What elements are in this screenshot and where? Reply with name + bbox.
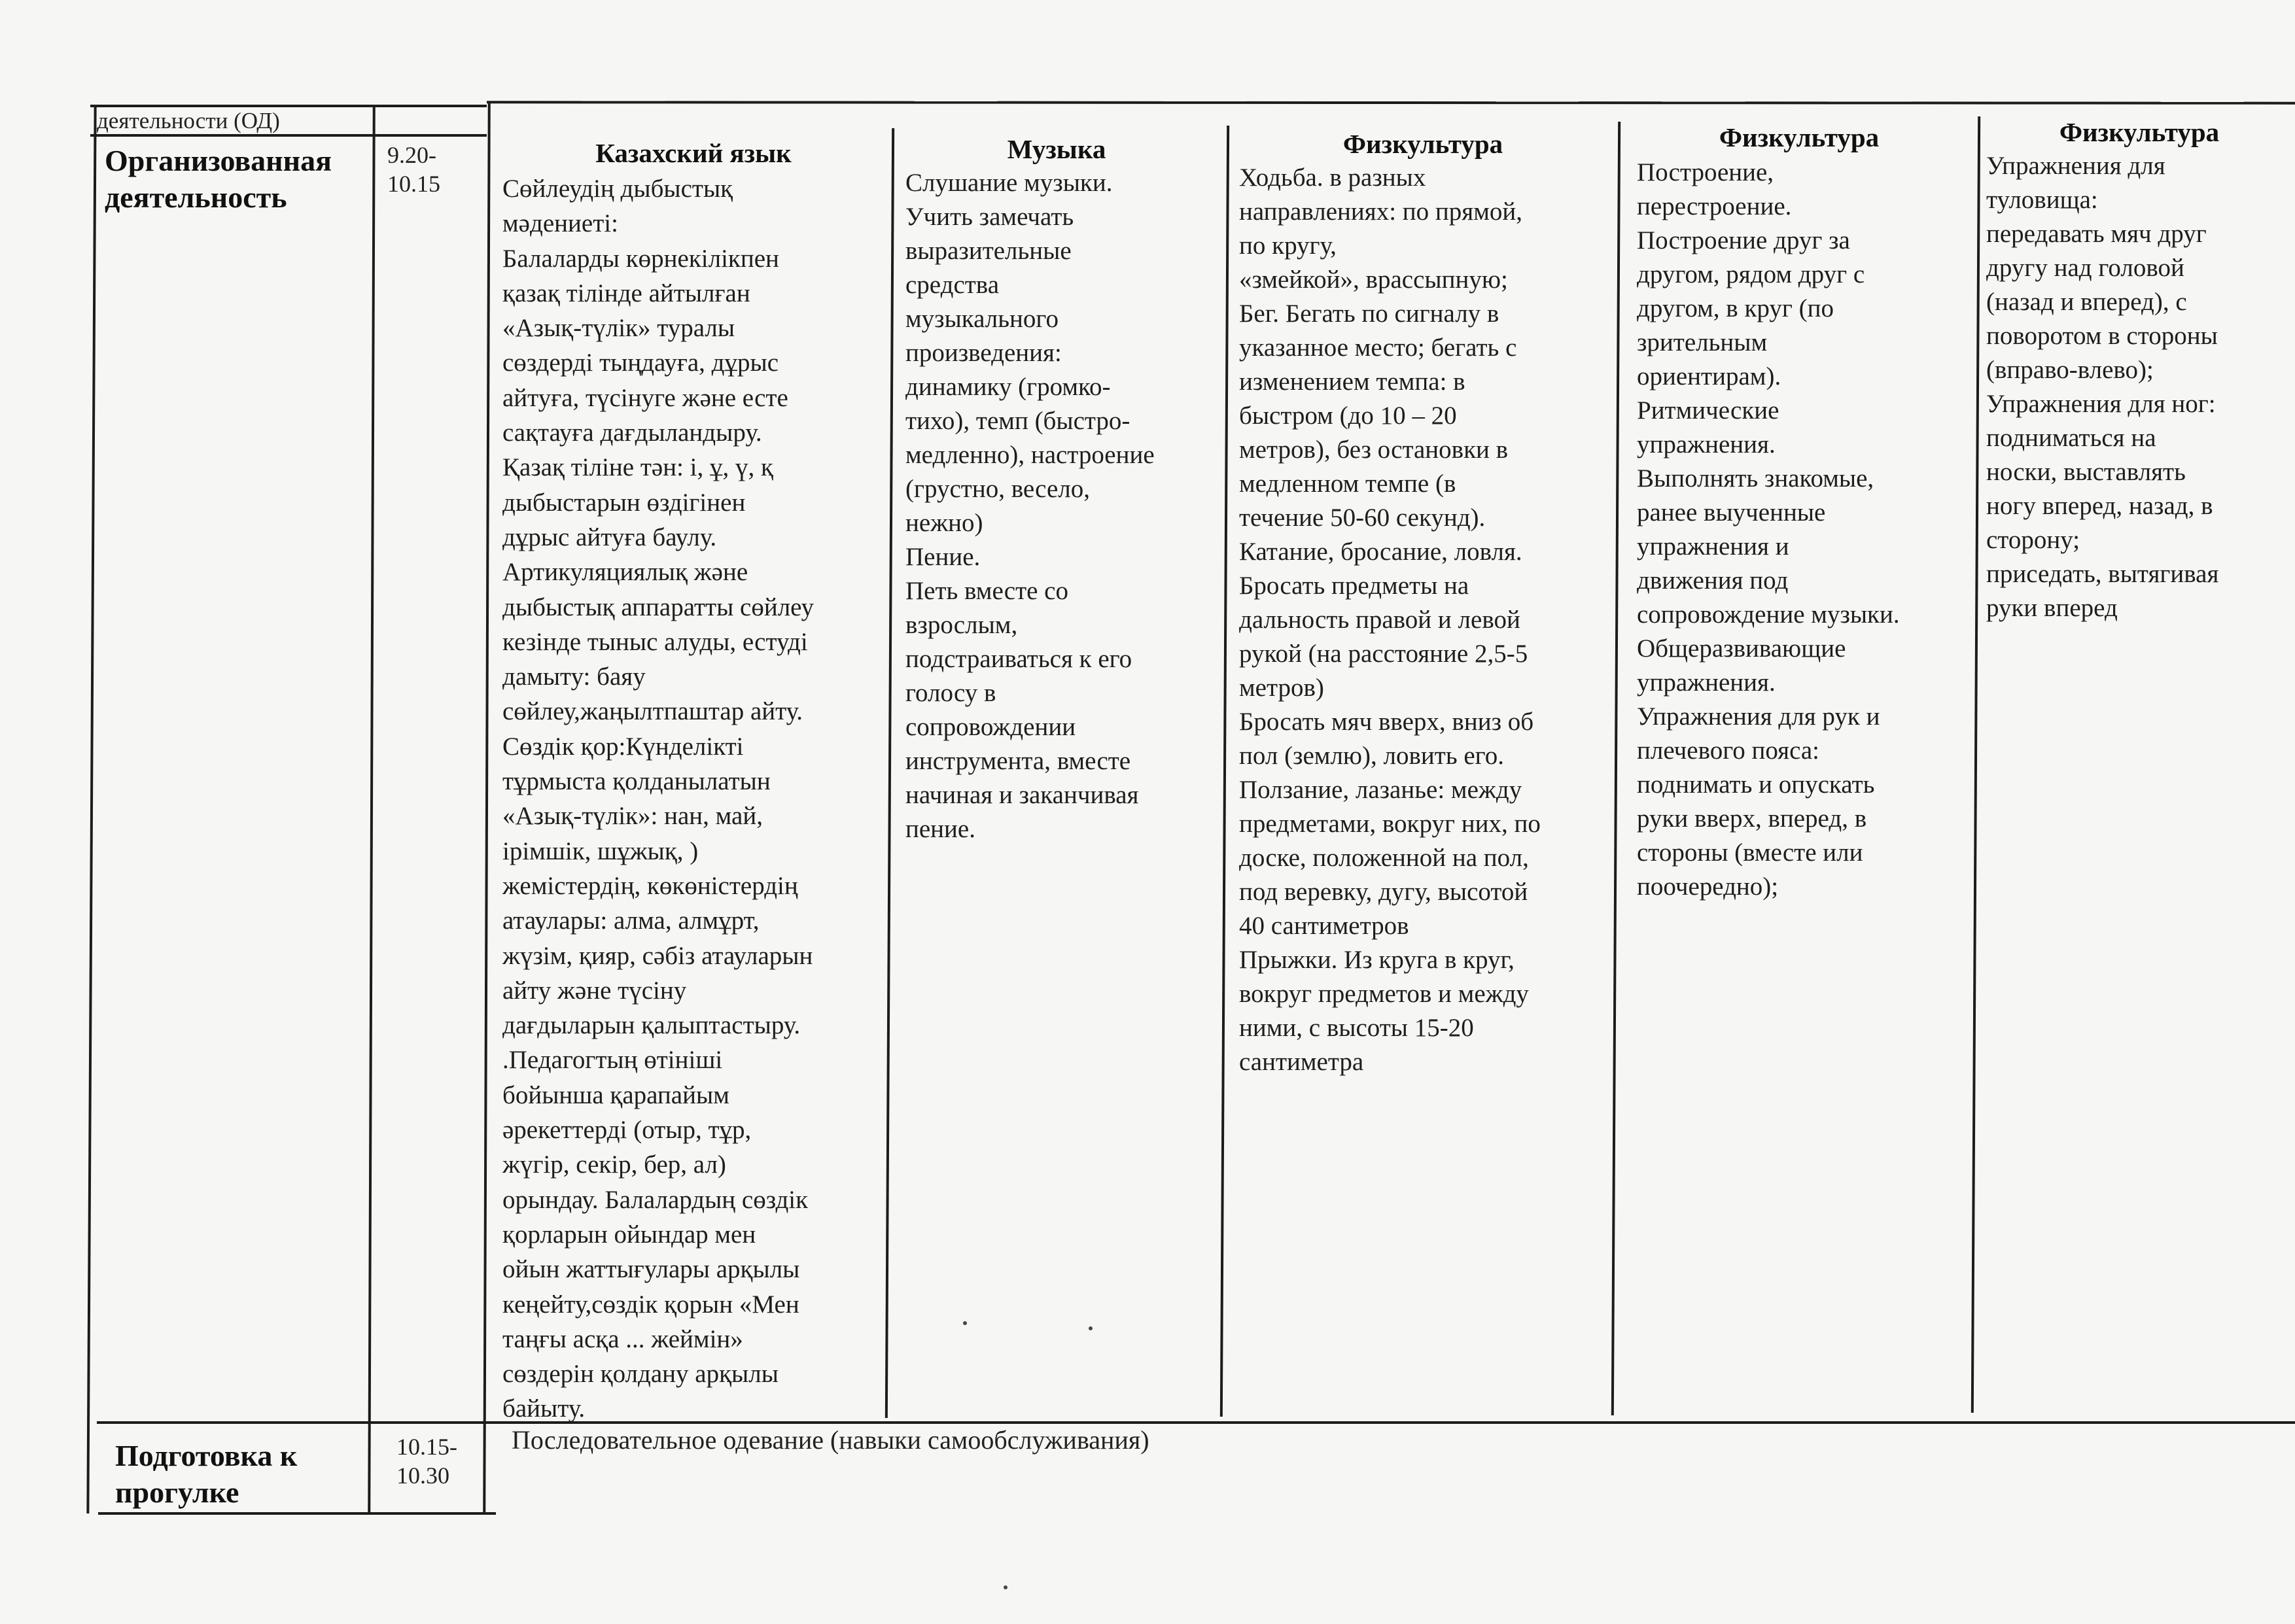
table-left-border	[86, 105, 96, 1513]
pe-2-title: Физкультура	[1719, 122, 1880, 152]
time-column-border	[368, 105, 376, 1513]
content-column-border	[483, 101, 491, 1514]
organized-activity-label: Организованная деятельность	[105, 144, 332, 214]
header-row-bottom-border	[90, 134, 487, 137]
header-row-label: деятельности (ОД)	[97, 108, 280, 133]
pe-3-text: Упражнения для туловища: передавать мяч друг другу над головой (назад и вперед), с поворотом в стороны (вправо-влево); Упражнения для ног: подниматься на носки, выставлять ногу вперед, назад, в сторону; приседать, вытягивая руки вперед	[1986, 152, 2219, 622]
walk-prep-time: 10.15- 10.30	[396, 1434, 457, 1489]
walk-prep-label: Подготовка к прогулке	[115, 1439, 298, 1509]
scan-speck	[963, 1321, 967, 1325]
kazakh-language-text: Сөйлеудің дыбыстық мәдениеті: Балаларды көрнекілікпен қазақ тілінде айтылған «Азық-түлік» туралы сөздерді тыңдауға, дұрыс айтуға, түсінуге және есте сақтауға дағдыландыру. Қазақ тіліне тән: і, ұ, ү, қ дыбыстарын өздігінен дұрыс айтуға баулу. Артикуляциялық және дыбыстық аппаратты сөйлеу кезінде тыныс алуды, естуді дамыту: баяу сөйлеу,жаңылтпаштар айту. Сөздік қор:Күнделікті тұрмыста қолданылатын «Азық-түлік»: нан, май, ірімшік, шұжық, ) жемістердің, көкөністердің атаулары: алма, алмұрт, жүзім, қияр, сәбіз атауларын айту және түсіну дағдыларын қалыптастыру. .Педагогтың өтініші бойынша қарапайым әрекеттерді (отыр, тұр, жүгір, секір, бер, ал) орындау. Балалардың сөздік қорларын ойындар мен ойын жаттығулары арқылы кеңейту,сөздік қорын «Мен таңғы асқа ... жеймін» сөздерін қолдану арқылы байыту.	[502, 175, 815, 1423]
pe-2-text: Построение, перестроение. Построение друг за другом, рядом друг с другом, в круг (по зрительным ориентирам). Ритмические упражнения. Выполнять знакомые, ранее выученные упражнения и движения под сопровождение музыки. Общеразвивающие упражнения. Упражнения для рук и плечевого пояса: поднимать и опускать руки вверх, вперед, в стороны (вместе или поочередно);	[1637, 158, 1900, 901]
music-text: Слушание музыки. Учить замечать выразительные средства музыкального произведения: динамику (громко- тихо), темп (быстро- медленно), настроение (грустно, весело, нежно) Пение. Петь вместе со взрослым, подстраиваться к его голосу в сопровождении инструмента, вместе начиная и заканчивая пение.	[905, 169, 1155, 843]
scan-speck	[1089, 1326, 1093, 1330]
kazakh-language-title: Казахский язык	[595, 138, 792, 168]
organized-activity-time: 9.20- 10.15	[387, 142, 440, 197]
walk-prep-text: Последовательное одевание (навыки самообслуживания)	[512, 1425, 1149, 1455]
table-bottom-border	[98, 1512, 496, 1515]
walk-row-top-border	[97, 1421, 2295, 1424]
pe-3-title: Физкультура	[2059, 117, 2220, 147]
pe-1-title: Физкультура	[1342, 129, 1503, 159]
table-top-border	[487, 101, 2295, 104]
music-title: Музыка	[1007, 134, 1106, 164]
pe-1-text: Ходьба. в разных направлениях: по прямой, по кругу, «змейкой», врассыпную; Бег. Бегать по сигналу в указанное место; бегать с изменением темпа: в быстром (до 10 – 20 метров), без остановки в медленном темпе (в течение 50-60 секунд). Катание, бросание, ловля. Бросать предметы на дальность правой и левой рукой (на расстояние 2,5-5 метров) Бросать мяч вверх, вниз об пол (землю), ловить его. Ползание, лазанье: между предметами, вокруг них, по доске, положенной на пол, под веревку, дугу, высотой 40 сантиметров Прыжки. Из круга в круг, вокруг предметов и между ними, с высоты 15-20 сантиметра	[1239, 164, 1541, 1076]
table-top-border-left	[90, 105, 487, 107]
scan-speck	[1004, 1585, 1007, 1589]
